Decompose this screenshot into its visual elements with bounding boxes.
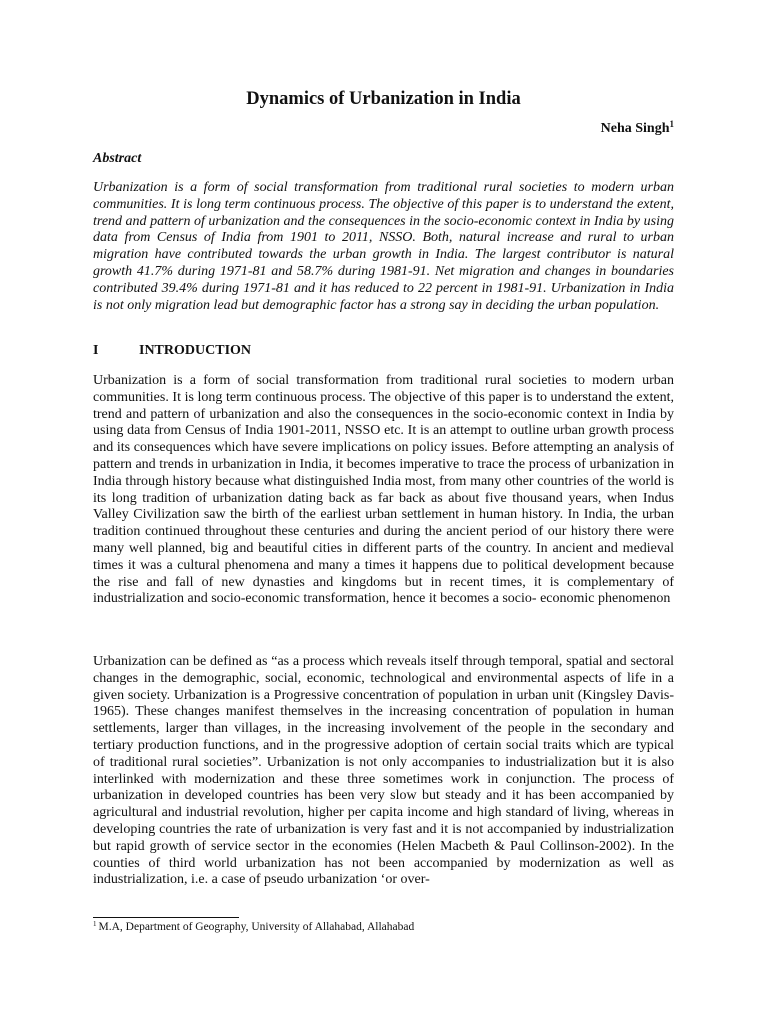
section-number: I: [93, 343, 99, 358]
author-footnote-mark: 1: [669, 119, 674, 129]
abstract-heading: Abstract: [93, 151, 142, 166]
section-heading: [93, 343, 251, 359]
author-line: [601, 121, 674, 137]
author-name: Neha Singh: [600, 121, 670, 136]
body-paragraph: Urbanization can be defined as “as a process which reveals itself through temporal, spatial and sectoral changes in the demographic, social, economic, technological and environmental aspects of life in a given society. Urbanization is a Progressive concentration of population in urban unit (Kingsley Davis-1965). These changes manifest themselves in the increasing concentration of population in human settlements, larger than villages, in the increasing involvement of the people in the secondary and tertiary production functions, and in the progressive adoption of certain social traits which are typical of traditional rural societies”. Urbanization is not only accompanies to industrialization but it is also interlinked with modernization and these three sometimes work in conjunction. The process of urbanization in developed countries has been very slow but steady and it has been accompanied by agricultural and industrial revolution, higher per capita income and high standard of living, whereas in developing countries the rate of urbanization is very fast and it is not accompanied by industrialization but rapid growth of service sector in the economies (Helen Macbeth & Paul Collinson-2002). In the counties of third world urbanization has not been accompanied by modernization as well as industrialization, i.e. a case of pseudo urbanization ‘or over-: [93, 654, 674, 888]
footnote: [93, 921, 414, 933]
footnote-text: M.A, Department of Geography, University of Allahabad, Allahabad: [98, 921, 415, 933]
footnote-mark: 1: [93, 920, 97, 928]
body-paragraph: Urbanization is a form of social transformation from traditional rural societies to modern urban communities. It is long term continuous process. The objective of this paper is to understand the extent, trend and pattern of urbanization and also the consequences in the socio-economic context in India by using data from Census of India 1901-2011, NSSO etc. It is an attempt to outline urban growth process and its consequences which have severe implications on policy issues. Before attempting an analysis of pattern and trends in urbanization in India, it becomes imperative to trace the process of urbanization in India through history because what distinguished India most, from many other countries of the world is its long tradition of urbanization dating back as far back as about five thousand years, when Indus Valley Civilization saw the birth of the earliest urban settlement in human history. In India, the urban tradition continued throughout these centuries and during the ancient period of our history there were many well planned, big and beautiful cities in different parts of the country. In ancient and medieval times it was a cultural phenomena and many a times it happens due to political development because the rise and fall of new dynasties and kingdoms but in recent times, it is complementary of industrialization and socio-economic transformation, hence it becomes a socio- economic phenomenon: [93, 373, 674, 607]
footnote-divider: [93, 917, 239, 918]
paper-title: Dynamics of Urbanization in India: [246, 89, 521, 109]
section-title: INTRODUCTION: [139, 343, 252, 358]
abstract-text: Urbanization is a form of social transformation from traditional rural societies to modern urban communities. It is long term continuous process. The objective of this paper is to understand the extent, trend and pattern of urbanization and the consequences in the socio-economic context in India by using data from Census of India from 1901 to 2011, NSSO. Both, natural increase and rural to urban migration have contributed towards the urban growth in India. The largest contributor is natural growth 41.7% during 1971-81 and 58.7% during 1981-91. Net migration and changes in boundaries contributed 39.4% during 1971-81 and it has reduced to 22 percent in 1981-91. Urbanization in India is not only migration lead but demographic factor has a strong say in deciding the urban population.: [93, 180, 674, 313]
